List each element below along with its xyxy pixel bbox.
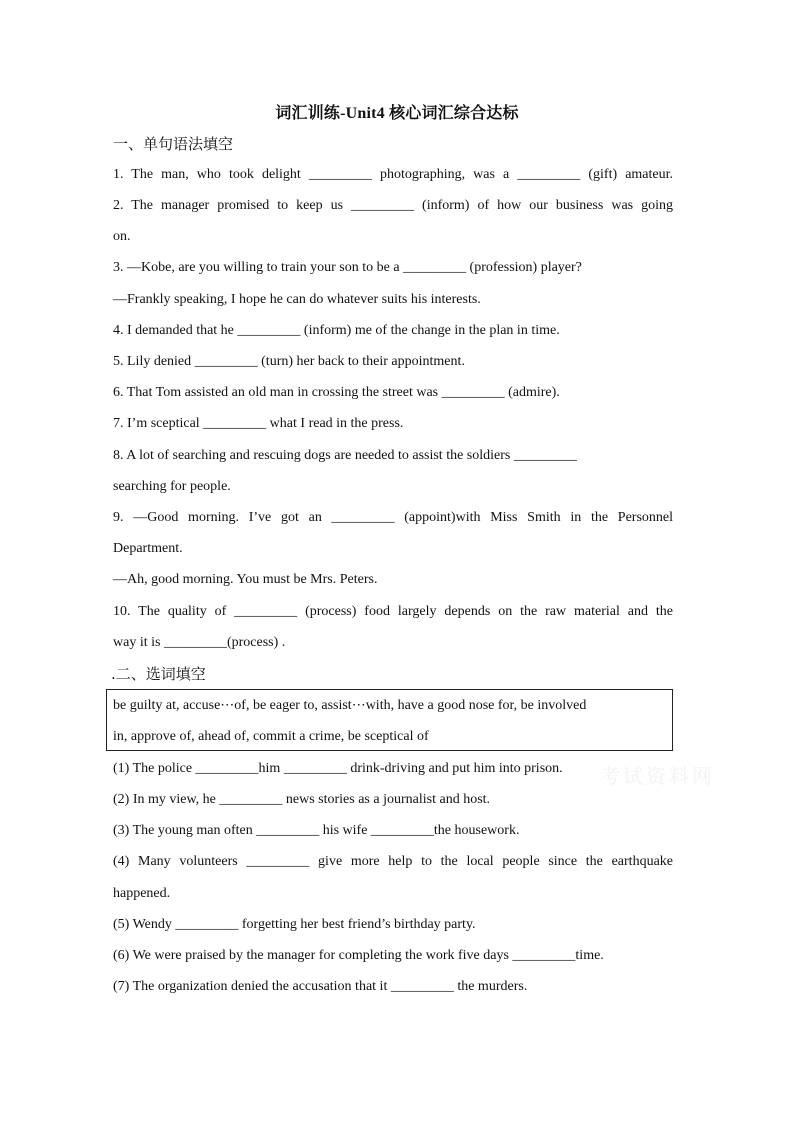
question-line: 1. The man, who took delight _________ photographing, was a _________ (gift) amateur. — [113, 167, 673, 182]
question-line: —Frankly speaking, I hope he can do whatever suits his interests. — [113, 292, 481, 307]
question-line: 4. I demanded that he _________ (inform) me of the change in the plan in time. — [113, 323, 560, 338]
question-line: way it is _________(process) . — [113, 635, 286, 650]
word-bank-box — [106, 689, 673, 751]
question-line: (2) In my view, he _________ news stories as a journalist and host. — [113, 792, 491, 807]
question-line: (1) The police _________him _________ drink-driving and put him into prison. — [113, 761, 563, 776]
word-bank-line: in, approve of, ahead of, commit a crime, be sceptical of — [113, 729, 429, 744]
question-line: 6. That Tom assisted an old man in crossing the street was _________ (admire). — [113, 385, 560, 400]
question-line: (4) Many volunteers _________ give more help to the local people since the earthquake — [113, 854, 673, 869]
question-line: happened. — [113, 886, 171, 901]
section-1-heading: 一、单句语法填空 — [113, 135, 234, 153]
question-line: 7. I’m sceptical _________ what I read in the press. — [113, 416, 404, 431]
question-line: 2. The manager promised to keep us _________ (inform) of how our business was going — [113, 198, 673, 213]
question-line: (7) The organization denied the accusation that it _________ the murders. — [113, 979, 528, 994]
question-line: (6) We were praised by the manager for completing the work five days _________time. — [113, 948, 604, 963]
word-bank-line: be guilty at, accuse⋯of, be eager to, assist⋯with, have a good nose for, be involved — [113, 698, 587, 713]
question-line: 8. A lot of searching and rescuing dogs are needed to assist the soldiers _________ — [113, 448, 577, 463]
question-line: on. — [113, 229, 131, 244]
question-line: searching for people. — [113, 479, 231, 494]
section-2-heading: .二、选词填空 — [111, 665, 206, 683]
question-line: 10. The quality of _________ (process) food largely depends on the raw material and the — [113, 604, 673, 619]
question-line: —Ah, good morning. You must be Mrs. Peters. — [113, 572, 378, 587]
watermark: 考试资料网 — [600, 764, 715, 788]
page-title: 词汇训练-Unit4 核心词汇综合达标 — [275, 105, 519, 122]
question-line: 5. Lily denied _________ (turn) her back to their appointment. — [113, 354, 465, 369]
question-line: (3) The young man often _________ his wife _________the housework. — [113, 823, 520, 838]
question-line: (5) Wendy _________ forgetting her best friend’s birthday party. — [113, 917, 476, 932]
question-line: 9. —Good morning. I’ve got an _________ (appoint)with Miss Smith in the Personnel — [113, 510, 673, 525]
question-line: Department. — [113, 541, 183, 556]
question-line: 3. —Kobe, are you willing to train your son to be a _________ (profession) player? — [113, 260, 582, 275]
